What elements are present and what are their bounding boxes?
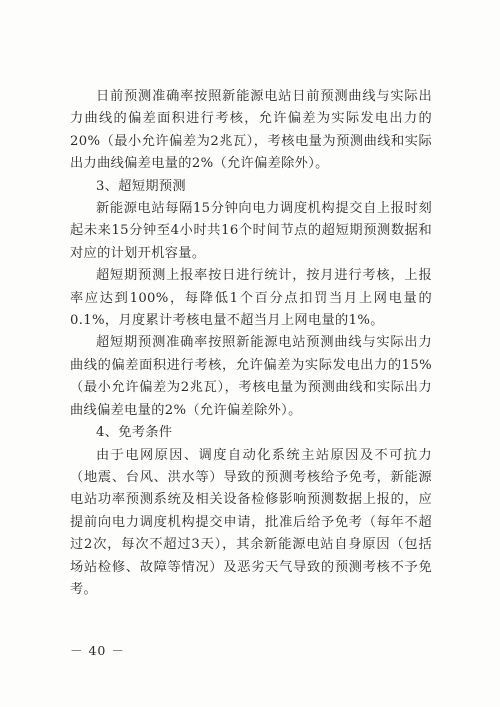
page-number: － 40 － [70,643,125,658]
paragraph-ultra-short-term-submission: 新能源电站每隔15分钟向电力调度机构提交自上报时刻起未来15分钟至4小时共16个时间节点的超短期预测数据和对应的计划开机容量。 [70,201,432,261]
paragraph-ultra-short-term-report-rate: 超短期预测上报率按日进行统计，按月进行考核，上报率应达到100%，每降低1个百分点扣罚当月上网电量的0.1%，月度累计考核电量不超当月上网电量的1%。 [70,268,432,329]
document-body [70,86,432,601]
paragraph-day-ahead-accuracy: 日前预测准确率按照新能源电站日前预测曲线与实际出力曲线的偏差面积进行考核，允许偏差为实际发电出力的20%（最小允许偏差为2兆瓦），考核电量为预测曲线和实际出力曲线偏差电量的2%（允许偏差除外）。 [70,89,432,172]
section-heading-ultra-short-term: 3、超短期预测 [96,178,186,194]
section-heading-exemption: 4、免考条件 [96,425,173,441]
paragraph-ultra-short-term-accuracy: 超短期预测准确率按照新能源电站预测曲线与实际出力曲线的偏差面积进行考核，允许偏差为实际发电出力的15%（最小允许偏差为2兆瓦），考核电量为预测曲线和实际出力曲线偏差电量的2%（允许偏差除外）。 [70,335,432,418]
paragraph-exemption-conditions: 由于电网原因、调度自动化系统主站原因及不可抗力（地震、台风、洪水等）导致的预测考核给予免考，新能源电站功率预测系统及相关设备检修影响预测数据上报的，应提前向电力调度机构提交申请，批准后给予免考（每年不超过2次，每次不超过3天），其余新能源电站自身原因（包括场站检修、故障等情况）及恶劣天气导致的预测考核不予免考。 [70,447,432,597]
